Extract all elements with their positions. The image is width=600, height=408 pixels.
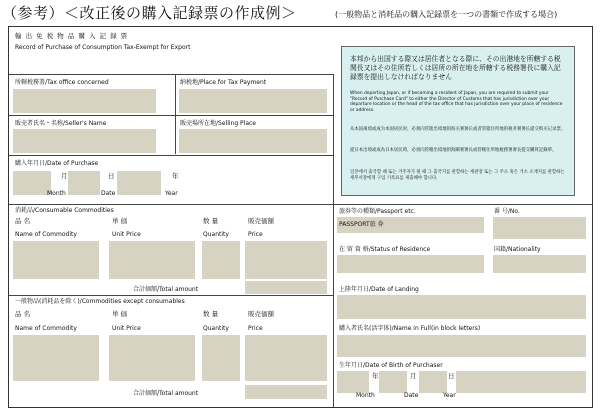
birth-day-en: Date: [404, 392, 419, 399]
birth-year-en: Year: [443, 392, 456, 399]
consumable-qty-field[interactable]: [202, 241, 240, 279]
notice-jp-main: 本邦から出国する際又は居住者となる際に、その出港地を所轄する税関長又はその住所若しくは居所の所在地を所轄する税務署長に購入記録票を提出しなければなりません: [350, 55, 561, 81]
consumable-heading: 消耗品/Consumable Commodities: [15, 207, 114, 214]
consumable-unit-field[interactable]: [109, 241, 195, 279]
status-residence-label: 在 留 資 格/Status of Residence: [339, 246, 431, 253]
passport-sub-label: PASSPORT旅 券: [339, 221, 384, 228]
form-title-en: Record of Purchase of Consumption Tax-Exempt for Export: [15, 44, 191, 51]
place-payment-label: 納税地/Place for Tax Payment: [180, 79, 267, 86]
consumable-col-qty-en: Quantity: [203, 231, 229, 238]
birth-month-en: Month: [356, 392, 375, 399]
purchase-day-en: Date: [101, 190, 116, 197]
passport-no-field[interactable]: [493, 217, 586, 239]
purchase-year-field[interactable]: [117, 171, 161, 195]
birth-month-field[interactable]: [337, 371, 369, 393]
consumable-total-field[interactable]: [245, 281, 327, 294]
purchase-year-en: Year: [165, 190, 178, 197]
seller-name-label: 販売者氏名・名称/Seller's Name: [15, 120, 107, 127]
selling-place-field[interactable]: [179, 129, 327, 153]
general-col-price-en: Price: [248, 325, 263, 332]
passport-type-label: 旅券等の種類/Passport etc.: [339, 208, 416, 215]
passport-no-label: 番 号/No.: [494, 208, 520, 215]
consumable-col-price-en: Price: [248, 231, 263, 238]
consumable-col-price-jp: 販売価額: [248, 217, 274, 225]
general-col-price-jp: 販売価額: [248, 310, 274, 318]
page-subtitle-note: (一般物品と消耗品の購入記録票を一つの書類で作成する場合): [335, 10, 558, 19]
general-item-field[interactable]: [13, 335, 99, 381]
date-birth-label: 生年月日/Date of Birth of Purchaser: [339, 362, 443, 369]
notice-en: When departing Japan, or if becoming a resident of Japan, you are required to submit your "Record of Purchase Card" to either the Director of Customs that has jurisdiction over your departure location or the head of the tax office that has jurisdiction over your place of residence or address.: [350, 91, 563, 113]
date-purchase-label: 購入年月日/Date of Purchase: [15, 160, 99, 167]
general-col-unit-en: Unit Price: [112, 325, 141, 332]
general-col-qty-jp: 数 量: [203, 310, 219, 318]
selling-place-label: 販売場所在地/Selling Place: [180, 120, 256, 127]
general-col-unit-jp: 単 価: [112, 310, 128, 318]
general-total-label: 合計価額/Total amount: [133, 390, 199, 397]
form-title-jp: 輸 出 免 税 物 品 購 入 記 録 票: [15, 32, 129, 40]
purchase-year-jp: 年: [172, 172, 179, 180]
general-col-item-jp: 品 名: [15, 310, 31, 318]
general-unit-field[interactable]: [109, 335, 195, 381]
consumable-col-item-en: Name of Commodity: [15, 231, 77, 238]
consumable-col-item-jp: 品 名: [15, 217, 31, 225]
general-col-qty-en: Quantity: [203, 325, 229, 332]
consumable-col-unit-en: Unit Price: [112, 231, 141, 238]
birth-year-field[interactable]: [419, 371, 447, 393]
notice-cn-traditional: 從日本出境或成為日本居民時，必須向管轄出境地的海關署署長或管轄住所地稅務署署長提交購買記錄單。: [350, 148, 557, 153]
birth-extra-field[interactable]: [456, 371, 586, 393]
notice-cn: 从本国离境或成为本国居民时，必须向管辖出境地的海关署署长或者管辖住所地的税务署署长提交购买记录票。: [350, 127, 566, 132]
purchaser-name-field[interactable]: [337, 335, 586, 357]
purchase-month-field[interactable]: [13, 171, 51, 195]
tax-office-label: 所轄税務署/Tax office concerned: [15, 79, 109, 86]
general-qty-field[interactable]: [202, 335, 240, 381]
purchase-month-en: Month: [47, 190, 66, 197]
general-heading: 一般物品(消耗品を除く)/Commodities except consumables: [15, 298, 185, 305]
purchase-month-jp: 月: [61, 172, 68, 180]
status-residence-field[interactable]: [337, 255, 484, 273]
consumable-item-field[interactable]: [13, 241, 99, 279]
nationality-field[interactable]: [493, 255, 586, 273]
notice-box: [341, 46, 575, 196]
purchaser-name-label: 購入者氏名(活字体)/Name in Full(in block letters): [339, 325, 481, 332]
consumable-col-unit-jp: 単 価: [112, 217, 128, 225]
birth-day-jp: 日: [448, 372, 455, 380]
birth-day-field[interactable]: [379, 371, 407, 393]
purchase-day-jp: 日: [108, 172, 115, 180]
date-landing-label: 上陸年月日/Date of Landing: [339, 286, 419, 293]
general-price-field[interactable]: [245, 335, 327, 381]
birth-year-jp: 年: [372, 372, 379, 380]
page-title: （参考）＜改正後の購入記録票の作成例＞: [2, 4, 297, 22]
notice-kr: 일본에서 출국할 때 또는 거주자가 될 때 그 출국지를 관할하는 세관장 또는 그 주소 혹은 거소 소재지를 관할하는 세무서장에게 구입 기록표를 제출해야 합니다.: [350, 170, 565, 181]
tax-office-field[interactable]: [13, 89, 156, 113]
seller-name-field[interactable]: [13, 129, 156, 153]
place-payment-field[interactable]: [179, 89, 327, 113]
nationality-label: 国籍/Nationality: [494, 246, 541, 253]
general-total-field[interactable]: [245, 385, 327, 399]
date-landing-field[interactable]: [337, 295, 586, 319]
general-col-item-en: Name of Commodity: [15, 325, 77, 332]
birth-month-jp: 月: [410, 372, 417, 380]
purchase-day-field[interactable]: [68, 171, 100, 195]
consumable-price-field[interactable]: [245, 241, 327, 279]
consumable-col-qty-jp: 数 量: [203, 217, 219, 225]
consumable-total-label: 合計価額/Total amount: [133, 286, 199, 293]
